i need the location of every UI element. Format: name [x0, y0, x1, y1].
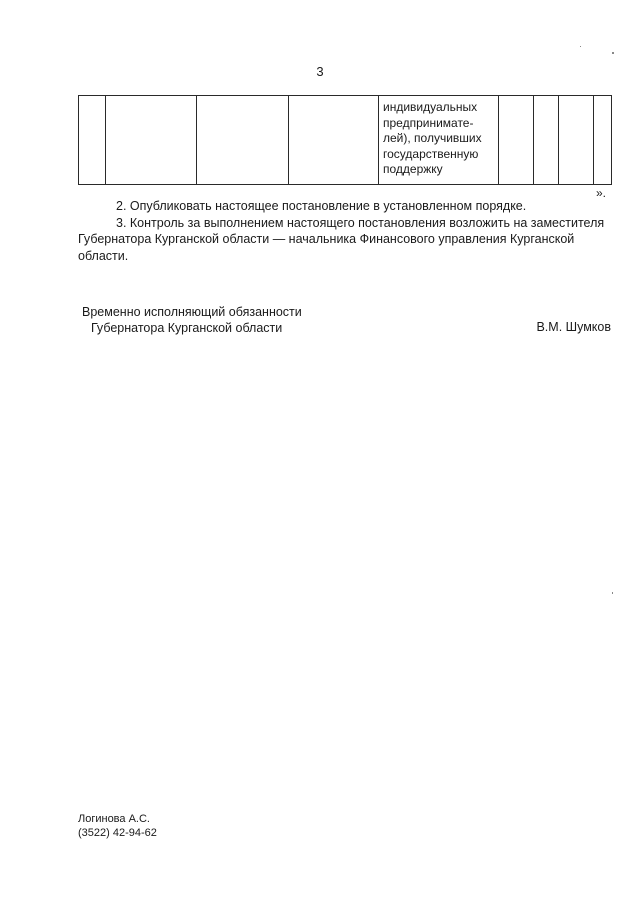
- table-cell: [289, 96, 379, 185]
- scan-speck: [580, 46, 581, 47]
- cell-text-line: индивидуальных: [383, 100, 478, 114]
- cell-text-line: предпринимате-: [383, 115, 474, 130]
- cell-text-line: лей), получивших: [383, 131, 482, 145]
- executor-info: [78, 812, 157, 840]
- table-row: [79, 96, 612, 185]
- continued-table: [78, 95, 612, 185]
- body-text: [78, 198, 611, 264]
- cell-text-line: государственную: [383, 146, 479, 161]
- closing-quote: ».: [596, 186, 607, 200]
- signatory-name: В.М. Шумков: [536, 320, 611, 334]
- table-cell: [79, 96, 106, 185]
- page-number: 3: [316, 64, 324, 79]
- table-cell: [534, 96, 559, 185]
- scan-speck: [612, 592, 613, 594]
- signatory-title-line: Губернатора Курганской области: [91, 321, 283, 335]
- table-cell: [106, 96, 197, 185]
- signatory-title: [82, 304, 302, 336]
- cell-text-line: поддержку: [383, 162, 443, 176]
- paragraph-control: 3. Контроль за выполнением настоящего постановления возложить на заместителя Губернатора Курганской области — начальника Финансового управления Курганской области.: [78, 215, 605, 263]
- table-cell: [559, 96, 594, 185]
- table-cell-description: [379, 96, 499, 185]
- scan-speck: [612, 52, 614, 54]
- signatory-title-line: Временно исполняющий обязанности: [82, 305, 302, 319]
- table-cell: [499, 96, 534, 185]
- table-cell: [197, 96, 289, 185]
- paragraph-publish: 2. Опубликовать настоящее постановление в установленном порядке.: [116, 199, 527, 213]
- table-cell: [594, 96, 612, 185]
- executor-phone: (3522) 42-94-62: [78, 827, 157, 839]
- executor-name: Логинова А.С.: [78, 813, 150, 825]
